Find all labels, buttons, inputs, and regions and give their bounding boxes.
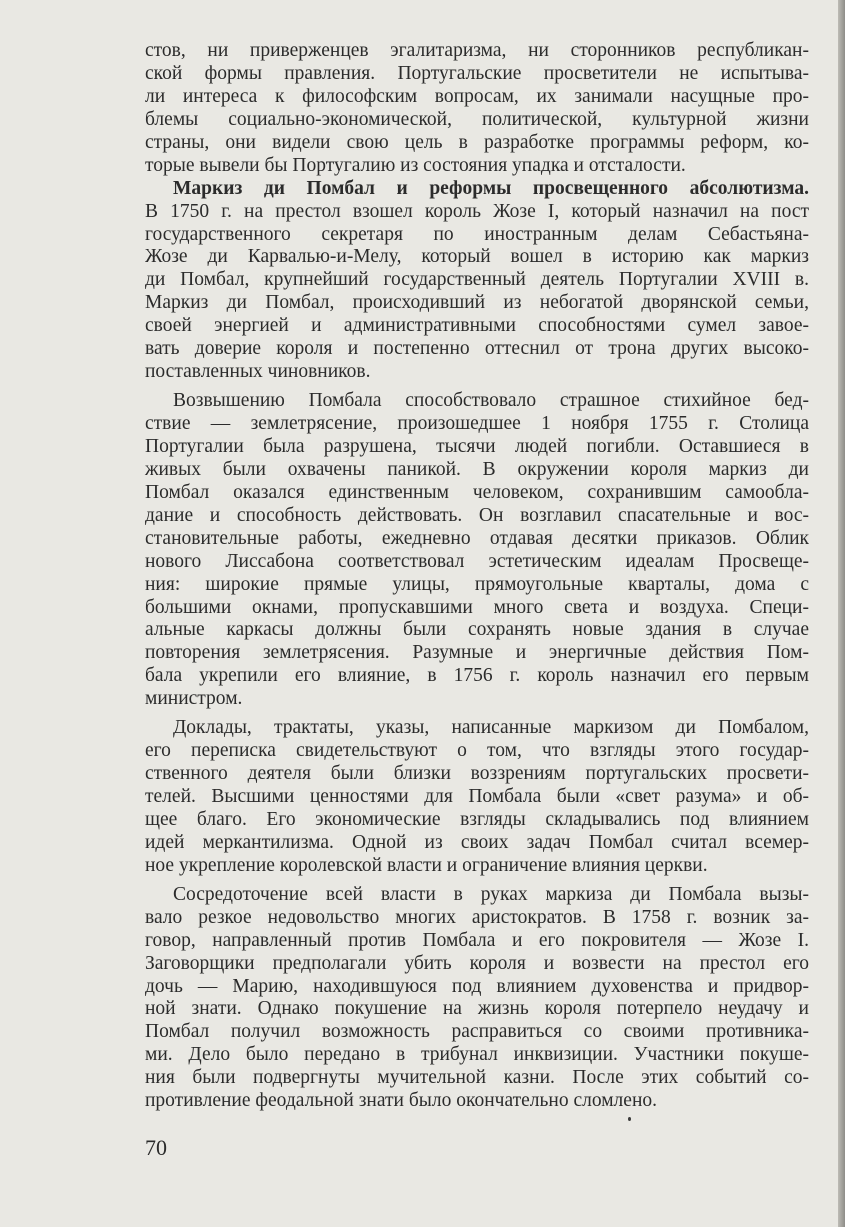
text-line: Жозе ди Карвалью-и-Мелу, который вошел в историю как маркиз	[145, 246, 809, 268]
text-line: Португалии была разрушена, тысячи людей погибли. Оставшиеся в	[145, 435, 809, 457]
page-edge-shadow	[838, 0, 845, 1227]
text-line: министром.	[145, 688, 243, 710]
text-line: телей. Высшими ценностями для Помбала были «свет разума» и об-	[145, 786, 809, 807]
text-line: ской формы правления. Португальские просветители не испытыва-	[145, 62, 809, 84]
section-heading: Маркиз ди Помбал и реформы просвещенного абсолютизма.	[173, 177, 809, 199]
paragraph-1	[145, 40, 809, 178]
text-line: дание и способность действовать. Он возглавил спасательные и вос-	[145, 504, 809, 526]
text-line: идей меркантилизма. Одной из своих задач Помбал считал всемер-	[145, 831, 809, 853]
text-line: торые вывели бы Португалию из состояния упадка и отсталости.	[145, 154, 686, 176]
text-line: повторения землетрясения. Разумные и энергичные действия Пом-	[145, 642, 809, 664]
text-line: Помбал оказался единственным человеком, сохранившим самообла-	[145, 481, 809, 503]
text-line: его переписка свидетельствуют о том, что взгляды этого государ-	[145, 740, 809, 762]
text-line: стов, ни приверженцев эгалитаризма, ни сторонников республикан-	[145, 40, 809, 61]
paragraph-5	[145, 884, 809, 1113]
text-line: В 1750 г. на престол взошел король Жозе I, который назначил на пост	[145, 200, 809, 222]
text-line: государственного секретаря по иностранным делам Себастьяна-	[145, 223, 809, 245]
text-line: дочь — Марию, находившуюся под влиянием духовенства и придвор-	[145, 975, 809, 997]
text-line: ди Помбал, крупнейший государственный деятель Португалии XVIII в.	[145, 269, 809, 291]
text-line: Помбал получил возможность расправиться со своими противника-	[145, 1021, 809, 1043]
text-line: страны, они видели свою цель в разработке программы реформ, ко-	[145, 131, 809, 153]
text-line: Заговорщики предполагали убить короля и возвести на престол его	[145, 952, 809, 974]
text-line: ное укрепление королевской власти и ограничение влияния церкви.	[145, 854, 708, 876]
text-line: живых были охвачены паникой. В окружении короля маркиз ди	[145, 458, 809, 480]
text-line: вать доверие короля и постепенно оттеснил от трона других высоко-	[145, 338, 809, 360]
paragraph-4	[145, 717, 809, 878]
text-line: говор, направленный против Помбала и его покровителя — Жозе I.	[145, 929, 809, 951]
paragraph-2	[145, 178, 809, 384]
text-line: Возвышению Помбала способствовало страшное стихийное бед-	[173, 390, 809, 412]
text-line: бала укрепили его влияние, в 1756 г. король назначил его первым	[145, 665, 809, 687]
text-line: Маркиз ди Помбал, происходивший из небогатой дворянской семьи,	[145, 292, 809, 314]
text-line: ния были подвергнуты мучительной казни. После этих событий со-	[145, 1067, 809, 1089]
text-line: ственного деятеля были близки воззрениям португальских просвети-	[145, 763, 809, 785]
text-line: противление феодальной знати было окончательно сломлено.	[145, 1090, 658, 1112]
text-line: своей энергией и административными способностями сумел завое-	[145, 315, 809, 337]
text-line: альные каркасы должны были сохранять новые здания в случае	[145, 619, 809, 641]
text-line: ми. Дело было передано в трибунал инквизиции. Участники покуше-	[145, 1044, 809, 1066]
text-line: ствие — землетрясение, произошедшее 1 ноября 1755 г. Столица	[145, 413, 809, 434]
text-line: вало резкое недовольство многих аристократов. В 1758 г. возник за-	[145, 906, 809, 928]
text-line: нового Лиссабона соответствовал эстетическим идеалам Просвеще-	[145, 550, 809, 572]
body-text	[145, 40, 809, 1113]
text-line: поставленных чиновников.	[145, 361, 371, 383]
paragraph-3	[145, 390, 809, 711]
text-line: ной знати. Однако покушение на жизнь короля потерпело неудачу и	[145, 998, 809, 1020]
scan-speck	[628, 1117, 631, 1121]
text-line: щее благо. Его экономические взгляды складывались под влиянием	[145, 808, 809, 830]
text-line: блемы социально-экономической, политической, культурной жизни	[145, 108, 809, 130]
text-line: становительные работы, ежедневно отдавая десятки приказов. Облик	[145, 527, 809, 549]
text-line: большими окнами, пропускавшими много света и воздуха. Специ-	[145, 596, 809, 618]
text-line: ния: широкие прямые улицы, прямоугольные кварталы, дома с	[145, 573, 809, 595]
text-line: Доклады, трактаты, указы, написанные маркизом ди Помбалом,	[173, 717, 809, 739]
text-line: Сосредоточение всей власти в руках маркиза ди Помбала вызы-	[173, 883, 809, 905]
page-number: 70	[145, 1135, 167, 1160]
text-line: ли интереса к философским вопросам, их занимали насущные про-	[145, 85, 809, 107]
